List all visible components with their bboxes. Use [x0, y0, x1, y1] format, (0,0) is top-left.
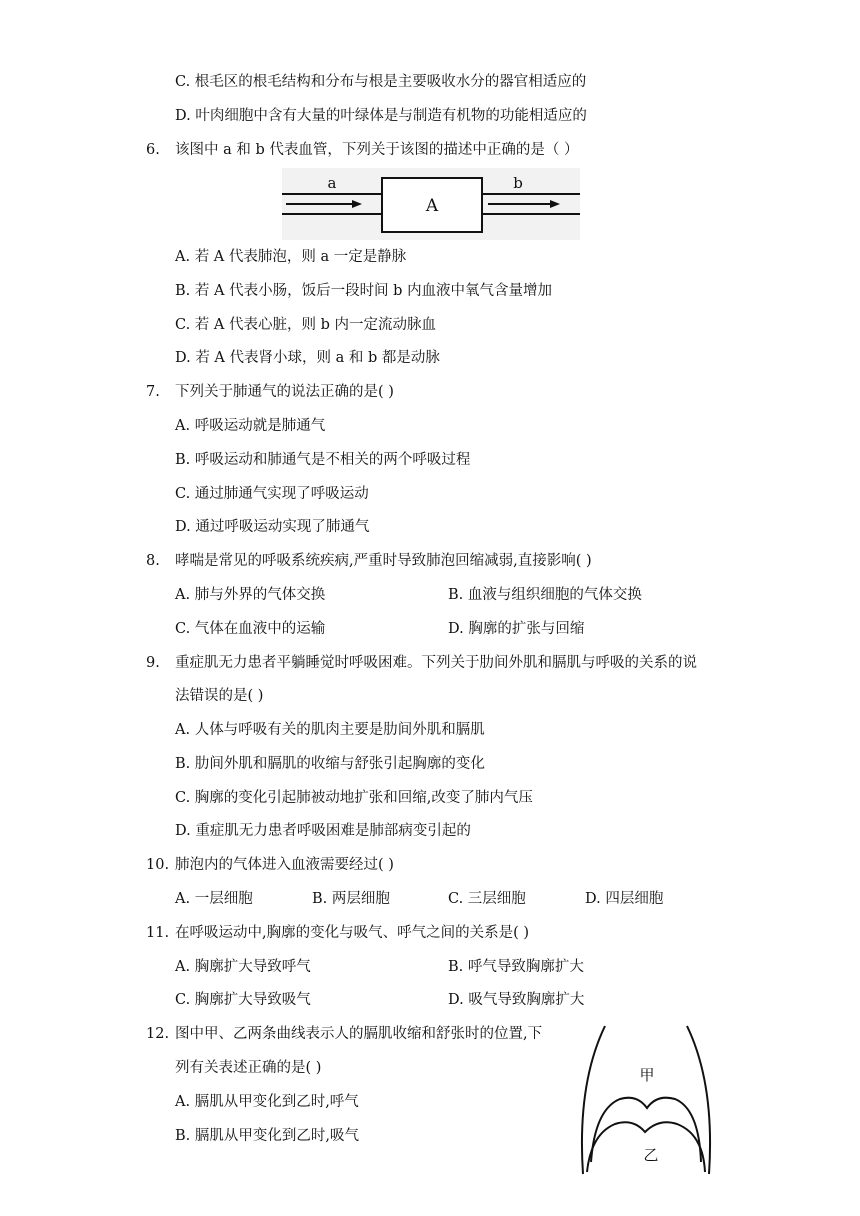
question-9-number: 9. — [146, 655, 160, 671]
question-12-option-b: B. 膈肌从甲变化到乙时,吸气 — [175, 1128, 359, 1144]
question-10-text: 肺泡内的气体进入血液需要经过( ) — [175, 857, 394, 873]
question-11-option-b: B. 呼气导致胸廓扩大 — [448, 959, 584, 975]
question-11-option-d: D. 吸气导致胸廓扩大 — [448, 992, 585, 1008]
question-7-option-a: A. 呼吸运动就是肺通气 — [175, 418, 326, 434]
question-8-option-b: B. 血液与组织细胞的气体交换 — [448, 587, 642, 603]
question-10-option-b: B. 两层细胞 — [312, 891, 390, 907]
question-9-option-d: D. 重症肌无力患者呼吸困难是肺部病变引起的 — [175, 823, 471, 839]
question-7-option-d: D. 通过呼吸运动实现了肺通气 — [175, 519, 370, 535]
question-6-number: 6. — [146, 142, 160, 158]
question-10-option-a: A. 一层细胞 — [175, 891, 253, 907]
question-11-option-c: C. 胸廓扩大导致吸气 — [175, 992, 311, 1008]
question-8-option-c: C. 气体在血液中的运输 — [175, 621, 326, 637]
question-10-number: 10. — [146, 857, 170, 873]
question-11-text: 在呼吸运动中,胸廓的变化与吸气、呼气之间的关系是( ) — [175, 925, 530, 941]
question-6-text: 该图中 a 和 b 代表血管，下列关于该图的描述中正确的是（ ） — [175, 142, 579, 158]
question-11-number: 11. — [146, 925, 170, 941]
question-6-option-c: C. 若 A 代表心脏，则 b 内一定流动脉血 — [175, 317, 436, 333]
question-9-option-c: C. 胸廓的变化引起肺被动地扩张和回缩,改变了肺内气压 — [175, 790, 533, 806]
question-7-option-b: B. 呼吸运动和肺通气是不相关的两个呼吸过程 — [175, 452, 471, 468]
question-7-text: 下列关于肺通气的说法正确的是( ) — [175, 384, 394, 400]
question-12-text-line1: 图中甲、乙两条曲线表示人的膈肌收缩和舒张时的位置,下 — [175, 1026, 543, 1042]
curve-yi-label: 乙 — [643, 1146, 659, 1164]
question-7-number: 7. — [146, 384, 160, 400]
prev-option-c: C. 根毛区的根毛结构和分布与根是主要吸收水分的器官相适应的 — [175, 74, 587, 90]
question-9-text-line1: 重症肌无力患者平躺睡觉时呼吸困难。下列关于肋间外肌和膈肌与呼吸的关系的说 — [175, 655, 697, 671]
prev-option-d: D. 叶肉细胞中含有大量的叶绿体是与制造有机物的功能相适应的 — [175, 108, 587, 124]
question-12-option-a: A. 膈肌从甲变化到乙时,呼气 — [175, 1094, 359, 1110]
question-9-text-line2: 法错误的是( ) — [175, 688, 264, 704]
question-9-option-a: A. 人体与呼吸有关的肌肉主要是肋间外肌和膈肌 — [175, 722, 485, 738]
organ-a-label: A — [425, 196, 439, 216]
vessel-b-label: b — [513, 174, 523, 192]
question-12-text-line2: 列有关表述正确的是( ) — [175, 1060, 322, 1076]
curve-jia-label: 甲 — [639, 1066, 655, 1084]
question-6-option-b: B. 若 A 代表小肠，饭后一段时间 b 内血液中氧气含量增加 — [175, 283, 553, 299]
question-6-option-a: A. 若 A 代表肺泡，则 a 一定是静脉 — [175, 249, 407, 265]
diaphragm-diagram — [575, 1024, 715, 1182]
vessel-a-label: a — [327, 174, 337, 192]
question-11-option-a: A. 胸廓扩大导致呼气 — [175, 959, 311, 975]
question-10-option-d: D. 四层细胞 — [585, 891, 664, 907]
question-6-option-d: D. 若 A 代表肾小球，则 a 和 b 都是动脉 — [175, 350, 440, 366]
question-10-option-c: C. 三层细胞 — [448, 891, 526, 907]
question-8-text: 哮喘是常见的呼吸系统疾病,严重时导致肺泡回缩减弱,直接影响( ) — [175, 553, 592, 569]
question-7-option-c: C. 通过肺通气实现了呼吸运动 — [175, 486, 369, 502]
question-8-number: 8. — [146, 553, 160, 569]
question-8-option-a: A. 肺与外界的气体交换 — [175, 587, 326, 603]
blood-vessel-diagram — [282, 168, 580, 240]
question-12-number: 12. — [146, 1026, 170, 1042]
question-8-option-d: D. 胸廓的扩张与回缩 — [448, 621, 585, 637]
question-9-option-b: B. 肋间外肌和膈肌的收缩与舒张引起胸廓的变化 — [175, 756, 485, 772]
